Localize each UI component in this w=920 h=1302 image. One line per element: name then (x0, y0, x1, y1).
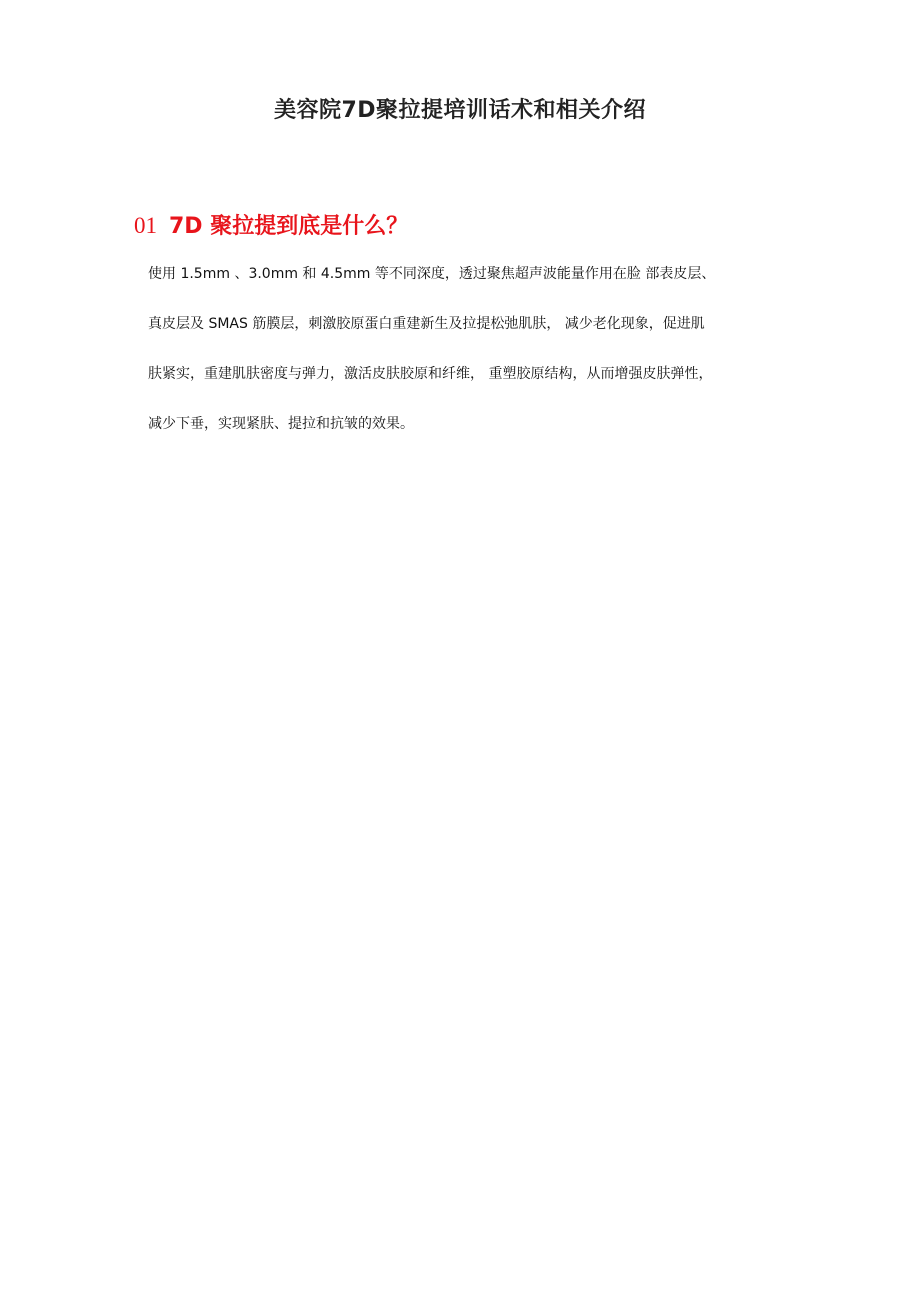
paragraph-line: 肤紧实，重建肌肤密度与弹力，激活皮肤胶原和纤维， 重塑胶原结构，从而增强皮肤弹性， (148, 366, 713, 382)
section-heading (134, 207, 408, 246)
section-number: 01 (134, 213, 157, 238)
paragraph-line: 减少下垂，实现紧肤、提拉和抗皱的效果。 (148, 416, 414, 432)
section-title: 7D 聚拉提到底是什么？ (169, 214, 409, 239)
paragraph-line: 使用 1.5mm 、3.0mm 和 4.5mm 等不同深度，透过聚焦超声波能量作用在脸 部表皮层、 (148, 266, 716, 282)
paragraph-line: 真皮层及 SMAS 筋膜层，刺激胶原蛋白重建新生及拉提松弛肌肤， 减少老化现象，促进肌 (148, 316, 705, 332)
page-title: 美容院7D聚拉提培训话术和相关介绍 (273, 98, 647, 123)
body-paragraph (148, 262, 788, 462)
